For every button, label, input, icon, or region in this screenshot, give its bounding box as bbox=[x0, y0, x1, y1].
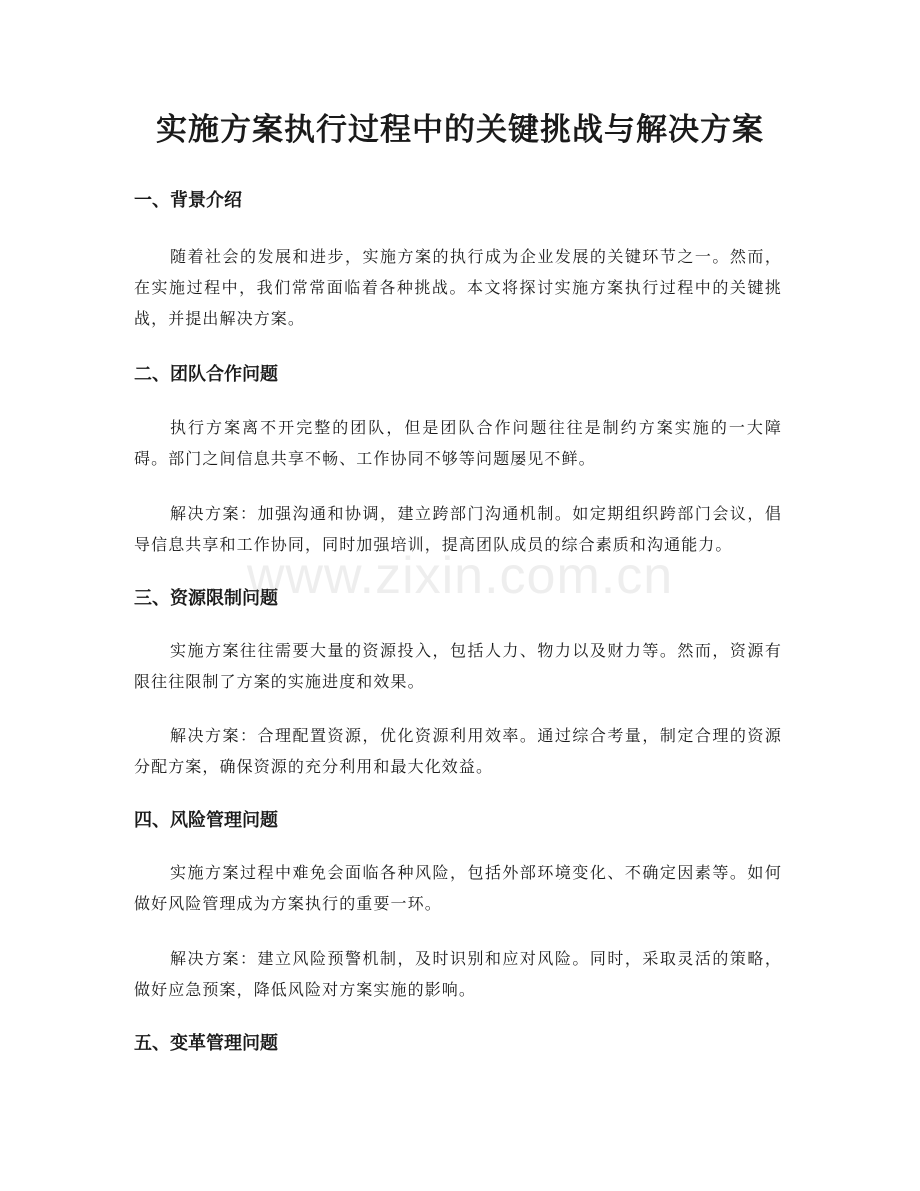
paragraph-teamwork-problem: 执行方案离不开完整的团队，但是团队合作问题往往是制约方案实施的一大障碍。部门之间信息共享不畅、工作协同不够等问题屡见不鲜。 bbox=[134, 418, 782, 468]
watermark-text: www.zixin.com.cn bbox=[246, 547, 674, 605]
section-heading-resources: 三、资源限制问题 bbox=[134, 588, 278, 609]
section-heading-risk: 四、风险管理问题 bbox=[134, 810, 278, 831]
section-heading-change: 五、变革管理问题 bbox=[134, 1033, 278, 1054]
paragraph-resources-problem: 实施方案往往需要大量的资源投入，包括人力、物力以及财力等。然而，资源有限往往限制了方案的实施进度和效果。 bbox=[134, 641, 782, 691]
section-heading-background: 一、背景介绍 bbox=[134, 190, 242, 211]
paragraph-resources-solution: 解决方案：合理配置资源，优化资源利用效率。通过综合考量，制定合理的资源分配方案，确保资源的充分利用和最大化效益。 bbox=[134, 726, 782, 776]
document-title: 实施方案执行过程中的关键挑战与解决方案 bbox=[156, 112, 764, 148]
paragraph-risk-solution: 解决方案：建立风险预警机制，及时识别和应对风险。同时，采取灵活的策略，做好应急预案，降低风险对方案实施的影响。 bbox=[134, 949, 782, 999]
paragraph-risk-problem: 实施方案过程中难免会面临各种风险，包括外部环境变化、不确定因素等。如何做好风险管理成为方案执行的重要一环。 bbox=[134, 863, 782, 913]
section-heading-teamwork: 二、团队合作问题 bbox=[134, 364, 278, 385]
paragraph-teamwork-solution: 解决方案：加强沟通和协调，建立跨部门沟通机制。如定期组织跨部门会议，倡导信息共享和工作协同，同时加强培训，提高团队成员的综合素质和沟通能力。 bbox=[134, 504, 782, 554]
paragraph-background-intro: 随着社会的发展和进步，实施方案的执行成为企业发展的关键环节之一。然而，在实施过程中，我们常常面临着各种挑战。本文将探讨实施方案执行过程中的关键挑战，并提出解决方案。 bbox=[134, 247, 782, 328]
